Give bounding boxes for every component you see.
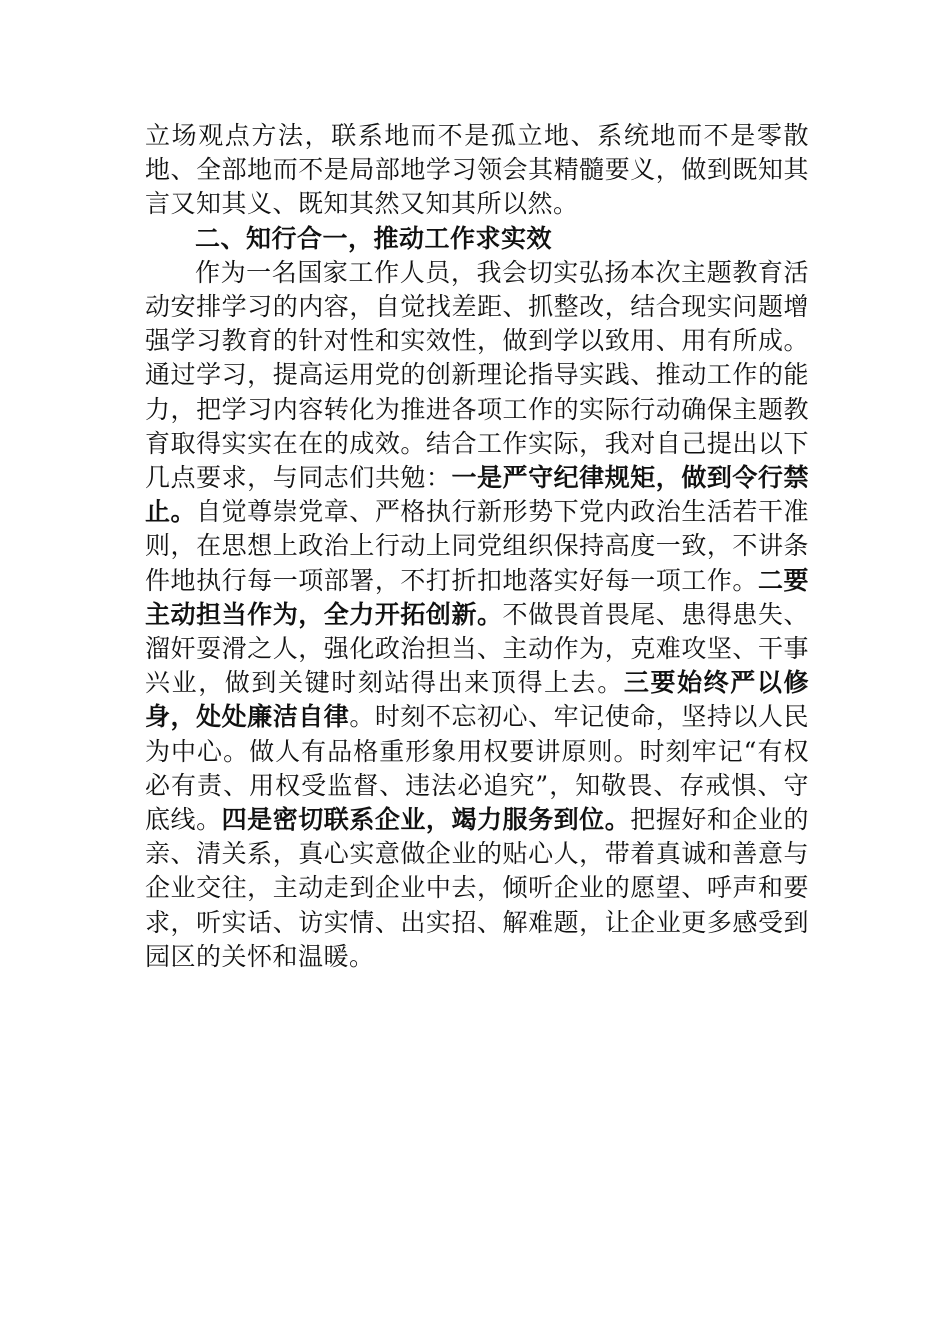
document-body <box>145 119 809 974</box>
point-2-title: 二要主动担当作为，全力开拓创新。 <box>145 565 809 629</box>
section-heading: 二、知行合一，推动工作求实效 <box>195 223 553 253</box>
point-4-title: 四是密切联系企业，竭力服务到位。 <box>221 805 631 835</box>
paragraph-intro: 作为一名国家工作人员，我会切实弘扬本次主题教育活动安排学习的内容，自觉找差距、抓整改，结合现实问题增强学习教育的针对性和实效性，做到学以致用、用有所成。通过学习，提高运用党的创新理论指导实践、推动工作的能力，把学习内容转化为推进各项工作的实际行动确保主题教育取得实实在在的成效。结合工作实际，我对自己提出以下几点要求，与同志们共勉： <box>145 257 809 493</box>
point-1-body: 自觉尊崇党章、严格执行新形势下党内政治生活若干准则，在思想上政治上行动上同党组织保持高度一致，不讲条件地执行每一项部署，不打折扣地落实好每一项工作。 <box>145 497 809 595</box>
point-3-title: 三要始终严以修身，处处廉洁自律 <box>145 668 809 732</box>
paragraph-requirements <box>145 256 809 974</box>
point-2-body: 不做畏首畏尾、患得患失、溜奸耍滑之人，强化政治担当、主动作为，克难攻坚、干事兴业，做到关键时刻站得出来顶得上去。 <box>145 599 809 698</box>
point-3-body: 。时刻不忘初心、牢记使命，坚持以人民为中心。做人有品格重形象用权要讲原则。时刻牢记“有权必有责、用权受监督、违法必追究”，知敬畏、存戒惧、守底线。 <box>145 702 809 835</box>
point-1-title: 一是严守纪律规矩，做到令行禁止。 <box>145 463 809 527</box>
point-4-body: 把握好和企业的亲、清关系，真心实意做企业的贴心人，带着真诚和善意与企业交往，主动走到企业中去，倾听企业的愿望、呼声和要求，听实话、访实情、出实招、解难题，让企业更多感受到园区的关怀和温暖。 <box>145 805 809 971</box>
paragraph-continued: 立场观点方法，联系地而不是孤立地、系统地而不是零散地、全部地而不是局部地学习领会其精髓要义，做到既知其言又知其义、既知其然又知其所以然。 <box>145 121 809 219</box>
